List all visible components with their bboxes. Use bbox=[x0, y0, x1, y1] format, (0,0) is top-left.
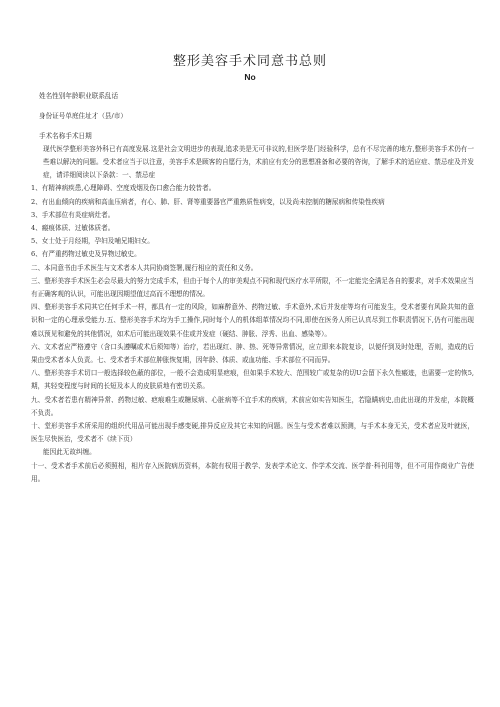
clause-6-7: 六、文术者应严格遵守（含口头遵嘱或术后须知等）治疗，若出现红、肿、热、死等异常情况，应立即来本院复诊，以便仟到及时处理，否则，造成的后果由受术者本人负责。七、受术者手术部位肿胀恢复期，因年龄、体质、或血功能、手术部位不同而异。 bbox=[31, 342, 474, 365]
clause-2: 二、本同意书由手术医生与文术者本人共同协商签署,履行相应的责任和义务。 bbox=[31, 263, 258, 272]
contraindication-item-1: 1、有精神病疾患,心理障碍、空度戏烟及伤口愈合能力较昔者。 bbox=[31, 184, 216, 193]
clause-11: 十一、受术者手术前后必须照相，相片存入医院病历资料，本院有权用于教学、发表学术论文、作学术交流、医学普·科刊用等，但不可用作商业广告使用。 bbox=[31, 461, 474, 483]
document-body bbox=[31, 90, 474, 486]
document-number-label: No bbox=[244, 72, 256, 82]
clause-10-continuation: 能因此无故纠缠。 bbox=[43, 448, 96, 457]
contraindication-item-5: 5、女士处于月经期，孕妇及哺兄期妇女。 bbox=[31, 237, 154, 246]
contraindication-item-2: 2、有出血倾向的疾病和高血压病者，有心、肺、肝、肾等重要器官严重熟质性病变，以及尚未控制的糖尿病和传染性疾病 bbox=[31, 197, 385, 206]
patient-info-line-2: 身份证号单庭住址才（县/市） bbox=[39, 111, 127, 120]
clause-3: 三、整形美容手术医生必会尽最大的努力完成手术，但由于每个人的审美观点不同和现代医疗水平所限，不一定能完全满足各自的要求，对手术效果应当有正确客观的认识，可能出现因期望值过高而不理想的情况。 bbox=[31, 276, 474, 299]
intro-paragraph: 现代医学整形美容外科已有高度发展.这是社会文明进步的表现,追求美是无可非议的,但医学是门经验科学，总有不尽完善的地方,整形美容手术仍有一些难以解决的问题。受术者应当于以注意，美容手术是顾客的自愿行为，术前应有充分的思想准备和必要的咨询，了解手术的适应症、禁忌症及并发症，请详细阅读以下条款：一、禁忌症 bbox=[43, 144, 474, 180]
contraindication-item-4: 4、瘢痕体质、过敏体质者。 bbox=[31, 224, 115, 233]
clause-10: 十、堂形美容手术所采用的组织代用品可能出现手感变硬,排异反应及其它未知的问题。医生与受术者难以预测，与手术本身无关，受术者应及叶就医，医生尽快医治，受术者不《续下页） bbox=[31, 422, 474, 444]
patient-info-line-1: 姓名性别年龄职业联系乱话 bbox=[39, 92, 119, 100]
document-title: 整形美容手术同意书总则 bbox=[172, 54, 327, 69]
clause-4-5: 四、整形美容手术同其它任何手术一样，都具有一定的风险，如麻醉意外、药物过敏、手术意外,术后并发症等均有可能发生，受术者要有风险共知的意识和一定的心理承受能力.五、整形美容手术均为手工操作,同时每个人的机体组革情况均不同,即使在医务人所已认真尽到工作职责情况下,仍有可能出现难以预见和避免的其他情况，如术后可能出现效果不佳或并发症（硬结、肿胀、浮秀、出血、感染等）。 bbox=[31, 303, 474, 338]
contraindication-item-3: 3、手术部位有炎症病灶者。 bbox=[31, 210, 115, 219]
surgery-info-line: 手术名称手术日期 bbox=[39, 131, 92, 140]
clause-8: 八、整形美容手术切口一般选择较色蔽的部位，一般不会造成明显疤痕，但如果手术较大、范围较广或复杂的切U会留下永久性瘢迹，也需要一定的恢5,期，其轻变程度与时间的长短及本人的皮肤质地有密切关系。 bbox=[31, 369, 474, 391]
clause-9: 九、受术者若患有精神异常、药物过敏、疤痕难生或糖尿病、心脏病等不宜手术的疾病，术前应如实告知医生，若隐瞒病史,由此出现的并发症，本院概不负责。 bbox=[31, 395, 474, 417]
contraindication-item-6: 6、有严重药物过敏史及异物过敏史。 bbox=[31, 250, 141, 259]
